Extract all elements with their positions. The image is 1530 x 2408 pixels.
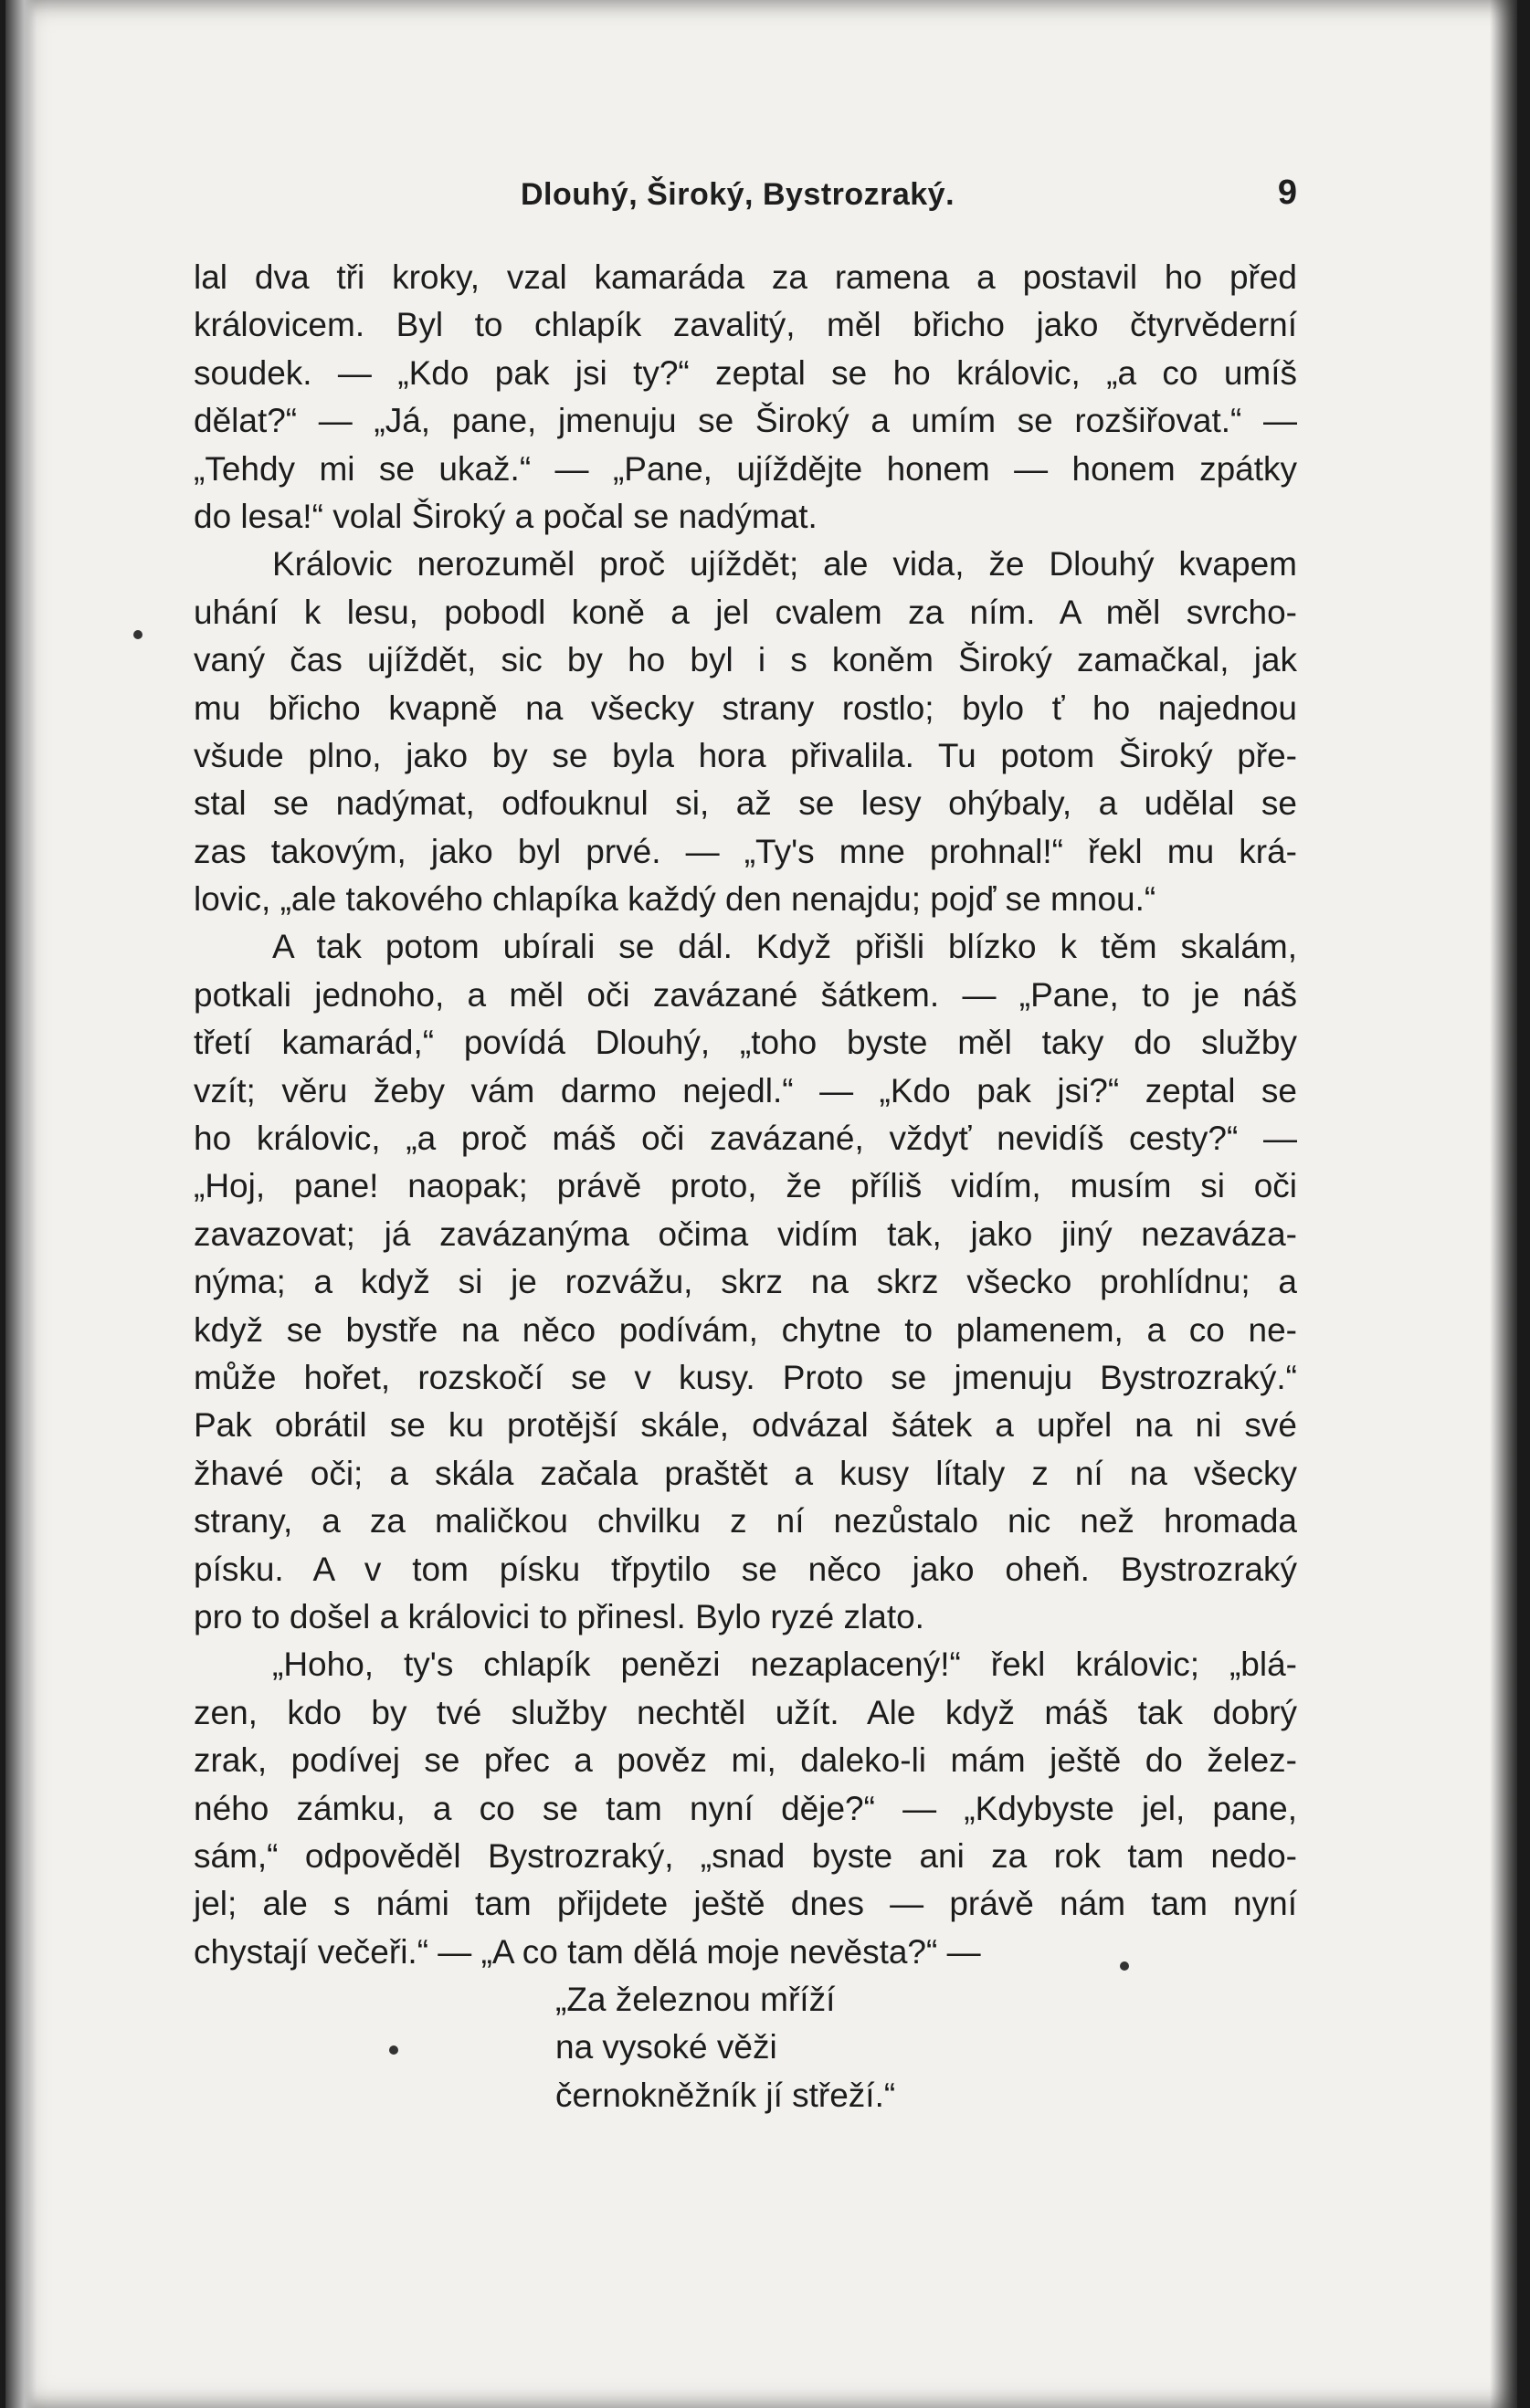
verse-line: černokněžník jí střeží.“ (555, 2076, 896, 2114)
text-line: všude plno, jako by se byla hora přivalila. Tu potom Široký pře- (194, 736, 1297, 774)
running-title: Dlouhý, Široký, Bystrozraký. (521, 177, 955, 212)
text-line: vzít; věru žeby vám darmo nejedl.“ — „Kdo pak jsi?“ zeptal se (194, 1071, 1297, 1109)
text-line: písku. A v tom písku třpytilo se něco jako oheň. Bystrozraký (194, 1550, 1297, 1588)
text-line: zrak, podívej se přec a pověz mi, daleko-li mám ještě do želez- (194, 1741, 1297, 1780)
text-line: Královic nerozuměl proč ujíždět; ale vida, že Dlouhý kvapem (272, 545, 1297, 584)
text-line: „Tehdy mi se ukaž.“ — „Pane, ujíždějte honem — honem zpátky (194, 449, 1297, 488)
print-speck (1120, 1961, 1129, 1971)
print-speck (133, 630, 142, 639)
text-line: stal se nadýmat, odfouknul si, až se lesy ohýbaly, a udělal se (194, 784, 1297, 823)
text-line: jel; ale s námi tam přijdete ještě dnes — právě nám tam nyní (194, 1885, 1297, 1923)
verse-line: na vysoké věži (555, 2028, 777, 2066)
text-line: uhání k lesu, pobodl koně a jel cvalem za ním. A měl svrcho- (194, 593, 1297, 631)
page-number: 9 (1277, 174, 1297, 212)
text-line: Pak obrátil se ku protější skále, odvázal šátek a upřel na ni své (194, 1406, 1297, 1445)
text-line: lal dva tři kroky, vzal kamaráda za ramena a postavil ho před (194, 258, 1297, 296)
text-line: sám,“ odpověděl Bystrozraký, „snad byste ani za rok tam nedo- (194, 1836, 1297, 1875)
text-line: potkali jednoho, a měl oči zavázané šátkem. — „Pane, to je náš (194, 975, 1297, 1014)
text-line: zavazovat; já zavázanýma očima vidím tak, jako jiný nezavázа- (194, 1215, 1297, 1253)
text-line: když se bystře na něco podívám, chytne to plamenem, a co ne- (194, 1310, 1297, 1349)
text-line: vaný čas ujíždět, sic by ho byl i s koněm Široký zamačkal, jak (194, 641, 1297, 679)
text-line: do lesa!“ volal Široký a počal se nadýmat. (194, 497, 818, 535)
text-line: A tak potom ubírali se dál. Když přišli blízko k těm skalám, (272, 928, 1297, 966)
text-line: třetí kamarád,“ povídá Dlouhý, „toho byste měl taky do služby (194, 1024, 1297, 1062)
text-line: žhavé oči; a skála začala praštět a kusy lítaly z ní na všecky (194, 1454, 1297, 1492)
text-line: „Hoj, pane! naopak; právě proto, že příliš vidím, musím si oči (194, 1167, 1297, 1205)
text-line: lovic, „ale takového chlapíka každý den nenajdu; pojď se mnou.“ (194, 880, 1156, 919)
text-line: soudek. — „Kdo pak jsi ty?“ zeptal se ho královic, „a co umíš (194, 353, 1297, 392)
text-line: strany, a za maličkou chvilku z ní nezůstalo nic než hromada (194, 1502, 1297, 1540)
text-line: „Hoho, ty's chlapík penězi nezaplacený!“ řekl královic; „blá- (272, 1646, 1297, 1684)
text-line: nýma; a když si je rozvážu, skrz na skrz všecko prohlídnu; a (194, 1263, 1297, 1301)
text-line: zas takovým, jako byl prvé. — „Ty's mne prohnal!“ řekl mu krá- (194, 832, 1297, 870)
page-edge-shadow (1490, 0, 1517, 2408)
verse-line: „Za železnou mříží (555, 1981, 836, 2019)
text-line: zen, kdo by tvé služby nechtěl užít. Ale když máš tak dobrý (194, 1693, 1297, 1731)
text-line: ho královic, „a proč máš oči zavázané, vždyť nevidíš cesty?“ — (194, 1120, 1297, 1158)
body-text (194, 254, 1297, 2119)
print-speck (389, 2045, 398, 2055)
text-line: dělat?“ — „Já, pane, jmenuju se Široký a umím se rozšiřovat.“ — (194, 402, 1297, 440)
text-line: královicem. Byl to chlapík zavalitý, měl břicho jako čtyrvěderní (194, 306, 1297, 344)
book-page (5, 0, 1517, 2408)
text-line: mu břicho kvapně na všecky strany rostlo; bylo ť ho najednou (194, 689, 1297, 727)
text-line: může hořet, rozskočí se v kusy. Proto se jmenuju Bystrozraký.“ (194, 1358, 1297, 1396)
text-line: ného zámku, a co se tam nyní děje?“ — „Kdybyste jel, pane, (194, 1789, 1297, 1827)
text-line: chystají večeři.“ — „A co tam dělá moje nevěsta?“ — (194, 1932, 981, 1971)
page-header (194, 174, 1297, 219)
text-line: pro to došel a královici to přinesl. Bylo ryzé zlato. (194, 1597, 924, 1635)
page-spine-shadow (5, 0, 37, 2408)
